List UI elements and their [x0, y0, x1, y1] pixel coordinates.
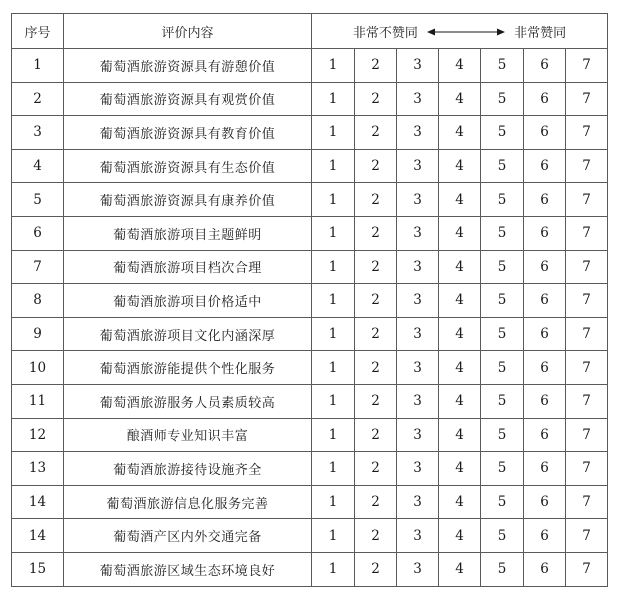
row-index: 2: [12, 82, 64, 116]
row-index: 1: [12, 49, 64, 83]
scale-option-1[interactable]: 1: [312, 384, 355, 418]
scale-option-1[interactable]: 1: [312, 351, 355, 385]
scale-option-3[interactable]: 3: [397, 183, 439, 217]
scale-option-4[interactable]: 4: [439, 351, 481, 385]
scale-option-2[interactable]: 2: [355, 149, 397, 183]
scale-option-1[interactable]: 1: [312, 552, 355, 586]
row-item-text: 葡萄酒旅游项目主题鲜明: [64, 216, 312, 250]
row-index: 5: [12, 183, 64, 217]
scale-option-3[interactable]: 3: [397, 552, 439, 586]
scale-option-5[interactable]: 5: [481, 452, 524, 486]
scale-option-5[interactable]: 5: [481, 116, 524, 150]
scale-option-3[interactable]: 3: [397, 284, 439, 318]
scale-option-5[interactable]: 5: [481, 49, 524, 83]
scale-option-3[interactable]: 3: [397, 519, 439, 553]
scale-option-2[interactable]: 2: [355, 250, 397, 284]
scale-option-6[interactable]: 6: [524, 149, 566, 183]
scale-option-7[interactable]: 7: [566, 116, 608, 150]
scale-option-5[interactable]: 5: [481, 317, 524, 351]
scale-option-7[interactable]: 7: [566, 418, 608, 452]
row-index: 14: [12, 519, 64, 553]
table-row: [12, 216, 608, 250]
row-item-text: 葡萄酒旅游接待设施齐全: [64, 452, 312, 486]
scale-option-6[interactable]: 6: [524, 216, 566, 250]
scale-option-5[interactable]: 5: [481, 485, 524, 519]
scale-option-4[interactable]: 4: [439, 552, 481, 586]
scale-option-1[interactable]: 1: [312, 49, 355, 83]
row-index: 8: [12, 284, 64, 318]
scale-option-1[interactable]: 1: [312, 317, 355, 351]
row-index: 11: [12, 384, 64, 418]
scale-option-2[interactable]: 2: [355, 49, 397, 83]
double-arrow-icon: [427, 27, 505, 37]
scale-option-4[interactable]: 4: [439, 183, 481, 217]
scale-option-1[interactable]: 1: [312, 116, 355, 150]
scale-option-5[interactable]: 5: [481, 351, 524, 385]
scale-option-4[interactable]: 4: [439, 49, 481, 83]
scale-option-6[interactable]: 6: [524, 351, 566, 385]
scale-option-7[interactable]: 7: [566, 216, 608, 250]
scale-option-4[interactable]: 4: [439, 250, 481, 284]
scale-option-2[interactable]: 2: [355, 216, 397, 250]
col-index-header: 序号: [12, 14, 64, 49]
row-item-text: 葡萄酒旅游资源具有生态价值: [64, 149, 312, 183]
scale-option-5[interactable]: 5: [481, 519, 524, 553]
scale-option-1[interactable]: 1: [312, 216, 355, 250]
table-row: [12, 116, 608, 150]
scale-option-4[interactable]: 4: [439, 284, 481, 318]
scale-option-2[interactable]: 2: [355, 317, 397, 351]
table-row: [12, 149, 608, 183]
scale-option-2[interactable]: 2: [355, 384, 397, 418]
scale-option-3[interactable]: 3: [397, 49, 439, 83]
scale-option-3[interactable]: 3: [397, 418, 439, 452]
scale-option-3[interactable]: 3: [397, 82, 439, 116]
scale-option-7[interactable]: 7: [566, 82, 608, 116]
scale-option-7[interactable]: 7: [566, 519, 608, 553]
scale-option-1[interactable]: 1: [312, 284, 355, 318]
row-item-text: 葡萄酒旅游能提供个性化服务: [64, 351, 312, 385]
row-index: 9: [12, 317, 64, 351]
scale-option-2[interactable]: 2: [355, 183, 397, 217]
scale-option-3[interactable]: 3: [397, 452, 439, 486]
scale-option-3[interactable]: 3: [397, 351, 439, 385]
row-index: 10: [12, 351, 64, 385]
scale-option-5[interactable]: 5: [481, 183, 524, 217]
row-item-text: 葡萄酒旅游资源具有观赏价值: [64, 82, 312, 116]
row-index: 3: [12, 116, 64, 150]
scale-option-6[interactable]: 6: [524, 418, 566, 452]
row-index: 7: [12, 250, 64, 284]
scale-option-5[interactable]: 5: [481, 384, 524, 418]
table-row: [12, 351, 608, 385]
scale-option-7[interactable]: 7: [566, 485, 608, 519]
scale-option-7[interactable]: 7: [566, 452, 608, 486]
scale-option-1[interactable]: 1: [312, 149, 355, 183]
survey-table: [11, 13, 608, 587]
scale-option-4[interactable]: 4: [439, 216, 481, 250]
scale-option-4[interactable]: 4: [439, 485, 481, 519]
scale-option-4[interactable]: 4: [439, 519, 481, 553]
row-item-text: 葡萄酒旅游资源具有康养价值: [64, 183, 312, 217]
table-row: [12, 384, 608, 418]
scale-option-1[interactable]: 1: [312, 250, 355, 284]
scale-option-3[interactable]: 3: [397, 485, 439, 519]
row-index: 15: [12, 552, 64, 586]
scale-option-6[interactable]: 6: [524, 284, 566, 318]
scale-option-3[interactable]: 3: [397, 317, 439, 351]
row-index: 4: [12, 149, 64, 183]
row-item-text: 葡萄酒旅游资源具有游憩价值: [64, 49, 312, 83]
scale-option-1[interactable]: 1: [312, 452, 355, 486]
scale-option-4[interactable]: 4: [439, 384, 481, 418]
scale-option-2[interactable]: 2: [355, 519, 397, 553]
row-item-text: 葡萄酒旅游服务人员素质较高: [64, 384, 312, 418]
scale-option-4[interactable]: 4: [439, 452, 481, 486]
table-row: [12, 49, 608, 83]
col-content-header: 评价内容: [64, 14, 312, 49]
scale-option-5[interactable]: 5: [481, 552, 524, 586]
scale-option-6[interactable]: 6: [524, 116, 566, 150]
row-item-text: 葡萄酒旅游项目价格适中: [64, 284, 312, 318]
scale-option-5[interactable]: 5: [481, 284, 524, 318]
scale-option-1[interactable]: 1: [312, 183, 355, 217]
scale-option-5[interactable]: 5: [481, 216, 524, 250]
scale-right-label: 非常赞同: [514, 25, 567, 41]
row-item-text: 葡萄酒旅游项目文化内涵深厚: [64, 317, 312, 351]
scale-option-1[interactable]: 1: [312, 485, 355, 519]
row-index: 13: [12, 452, 64, 486]
scale-option-6[interactable]: 6: [524, 552, 566, 586]
row-item-text: 葡萄酒旅游资源具有教育价值: [64, 116, 312, 150]
scale-option-7[interactable]: 7: [566, 351, 608, 385]
scale-option-3[interactable]: 3: [397, 149, 439, 183]
table-row: [12, 418, 608, 452]
scale-option-6[interactable]: 6: [524, 519, 566, 553]
scale-option-6[interactable]: 6: [524, 183, 566, 217]
scale-option-2[interactable]: 2: [355, 452, 397, 486]
scale-option-1[interactable]: 1: [312, 418, 355, 452]
scale-option-3[interactable]: 3: [397, 116, 439, 150]
scale-option-6[interactable]: 6: [524, 384, 566, 418]
scale-option-6[interactable]: 6: [524, 250, 566, 284]
row-item-text: 葡萄酒旅游信息化服务完善: [64, 485, 312, 519]
row-index: 6: [12, 216, 64, 250]
scale-option-6[interactable]: 6: [524, 317, 566, 351]
row-item-text: 酿酒师专业知识丰富: [64, 418, 312, 452]
scale-option-6[interactable]: 6: [524, 82, 566, 116]
scale-option-1[interactable]: 1: [312, 519, 355, 553]
table-row: [12, 284, 608, 318]
scale-option-5[interactable]: 5: [481, 82, 524, 116]
scale-option-7[interactable]: 7: [566, 149, 608, 183]
scale-option-3[interactable]: 3: [397, 384, 439, 418]
row-index: 12: [12, 418, 64, 452]
scale-option-2[interactable]: 2: [355, 485, 397, 519]
scale-option-5[interactable]: 5: [481, 418, 524, 452]
table-row: [12, 250, 608, 284]
scale-option-4[interactable]: 4: [439, 418, 481, 452]
scale-option-7[interactable]: 7: [566, 317, 608, 351]
header-row: [12, 14, 608, 49]
scale-option-7[interactable]: 7: [566, 552, 608, 586]
table-body: [12, 49, 608, 587]
scale-option-5[interactable]: 5: [481, 149, 524, 183]
scale-option-6[interactable]: 6: [524, 49, 566, 83]
row-item-text: 葡萄酒旅游项目档次合理: [64, 250, 312, 284]
scale-option-3[interactable]: 3: [397, 216, 439, 250]
scale-option-7[interactable]: 7: [566, 49, 608, 83]
scale-option-3[interactable]: 3: [397, 250, 439, 284]
table-row: [12, 317, 608, 351]
row-item-text: 葡萄酒旅游区域生态环境良好: [64, 552, 312, 586]
table-row: [12, 183, 608, 217]
scale-option-1[interactable]: 1: [312, 82, 355, 116]
scale-option-2[interactable]: 2: [355, 284, 397, 318]
table-row: [12, 82, 608, 116]
scale-left-label: 非常不赞同: [352, 25, 418, 41]
scale-header: [312, 14, 608, 49]
row-index: 14: [12, 485, 64, 519]
scale-option-5[interactable]: 5: [481, 250, 524, 284]
scale-option-4[interactable]: 4: [439, 149, 481, 183]
table-row: [12, 452, 608, 486]
scale-option-7[interactable]: 7: [566, 183, 608, 217]
scale-option-4[interactable]: 4: [439, 116, 481, 150]
table-row: [12, 552, 608, 586]
scale-option-2[interactable]: 2: [355, 116, 397, 150]
scale-option-6[interactable]: 6: [524, 485, 566, 519]
row-item-text: 葡萄酒产区内外交通完备: [64, 519, 312, 553]
scale-option-2[interactable]: 2: [355, 82, 397, 116]
scale-option-2[interactable]: 2: [355, 418, 397, 452]
scale-option-6[interactable]: 6: [524, 452, 566, 486]
scale-option-2[interactable]: 2: [355, 552, 397, 586]
table-row: [12, 485, 608, 519]
scale-option-2[interactable]: 2: [355, 351, 397, 385]
scale-option-4[interactable]: 4: [439, 82, 481, 116]
scale-option-7[interactable]: 7: [566, 250, 608, 284]
table-row: [12, 519, 608, 553]
scale-option-7[interactable]: 7: [566, 284, 608, 318]
scale-option-7[interactable]: 7: [566, 384, 608, 418]
scale-option-4[interactable]: 4: [439, 317, 481, 351]
